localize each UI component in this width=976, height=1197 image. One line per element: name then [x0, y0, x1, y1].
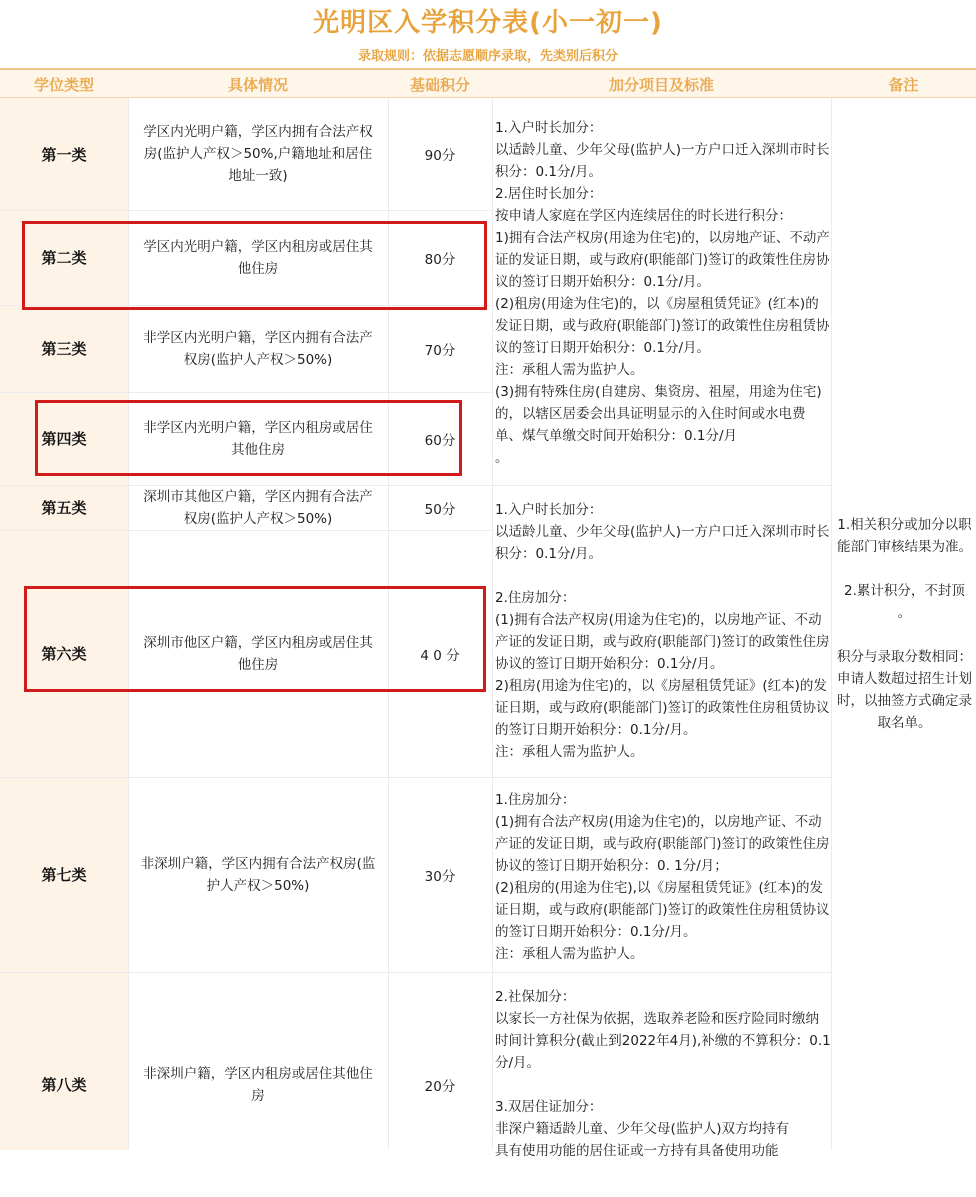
row-detail-8: 非深圳户籍，学区内租房或居住其他住房 [143, 1065, 373, 1104]
row-detail-5: 深圳市其他区户籍，学区内拥有合法产权房(监护人产权＞50%) [143, 488, 373, 527]
row-type-7: 第七类 [41, 866, 87, 884]
bonus-block-2: 1.入户时长加分： 以适龄儿童、少年父母(监护人)一方户口迁入深圳市时长积分：0.1分/月。 2.住房加分： (1)拥有合法产权房(用途为住宅)的，以房地产证、不动产证的发证日期，或与政府(职能部门)签订的政策性住房协议的签订日期开始积分：0.1分/月。 2)租房(用途为住宅)的，以《房屋租赁凭证》(红本)的发证日期，或与政府(职能部门)签订的政策性住房租赁协议的签订日期开始积分：0.1分/月。 注：承租人需为监护人。 [495, 502, 830, 760]
row-type-5: 第五类 [41, 499, 87, 517]
admission-rule: 录取规则：依据志愿顺序录取，先类别后积分 [357, 49, 618, 64]
header-type: 学位类型 [0, 68, 128, 98]
bonus-block-1: 1.入户时长加分： 以适龄儿童、少年父母(监护人)一方户口迁入深圳市时长积分：0.1分/月。 2.居住时长加分： 按申请人家庭在学区内连续居住的时长进行积分： 1)拥有合法产权房(用途为住宅)的，以房地产证、不动产证的发证日期，或与政府(职能部门)签订的政策性住房协议的签订日期开始积分：0.1分/月。 (2)租房(用途为住宅)的，以《房屋租赁凭证》(红本)的发证日期，或与政府(职能部门)签订的政策性住房租赁协议的签订日期开始积分：0.1分/月。 注：承租人需为监护人。 (3)拥有特殊住房(自建房、集资房、祖屋，用途为住宅)的，以辖区居委会出具证明显示的入住时间或水电费单、煤气单缴交时间开始积分：0.1分/月 。 [495, 120, 830, 466]
row-score-5: 50分 [424, 501, 456, 518]
row-type-6: 第六类 [41, 645, 87, 663]
row-score-8: 20分 [424, 1078, 456, 1095]
row-detail-6: 深圳市他区户籍，学区内租房或居住其他住房 [143, 634, 373, 673]
header-base: 基础积分 [388, 68, 492, 98]
row-score-1: 90分 [424, 148, 456, 164]
row-type-3: 第三类 [41, 340, 87, 358]
header-detail: 具体情况 [128, 68, 388, 98]
row-type-8: 第八类 [41, 1076, 87, 1094]
row-type-2: 第二类 [41, 249, 87, 267]
row-detail-1: 学区内光明户籍，学区内拥有合法产权房(监护人产权＞50%,户籍地址和居住地址一致) [143, 124, 373, 184]
bonus-divider [492, 485, 831, 486]
page-title: 光明区入学积分表(小一初一) [313, 8, 663, 38]
row-type-1: 第一类 [41, 145, 87, 164]
bonus-block-4: 2.社保加分： 以家长一方社保为依据，选取养老险和医疗险同时缴纳时间计算积分(截止到2022年4月),补缴的不算积分：0.1分/月。 3.双居住证加分： 非深户籍适龄儿童、少年父母(监护人)双方均持有 具有使用功能的居住证或一方持有具备使用功能 [495, 989, 831, 1159]
divider [492, 98, 493, 1150]
row-detail-4: 非学区内光明户籍，学区内租房或居住其他住房 [143, 419, 373, 458]
note-text: 1.相关积分或加分以职能部门审核结果为准。 2.累计积分，不封顶 。 积分与录取分数相同：申请人数超过招生计划时，以抽签方式确定录取名单。 [837, 517, 972, 731]
row-score-2: 80分 [424, 251, 456, 268]
row-type-4: 第四类 [41, 430, 87, 448]
header-bonus: 加分项目及标准 [492, 68, 831, 98]
row-detail-2: 学区内光明户籍，学区内租房或居住其他住房 [143, 238, 373, 277]
header-note: 备注 [831, 68, 976, 98]
row-score-7: 30分 [424, 868, 456, 885]
divider [831, 98, 832, 1150]
row-detail-7: 非深圳户籍，学区内拥有合法产权房(监护人产权＞50%) [140, 855, 376, 894]
row-score-3: 70分 [424, 342, 456, 359]
row-detail-3: 非学区内光明户籍，学区内拥有合法产权房(监护人产权＞50%) [143, 329, 373, 368]
bonus-block-3: 1.住房加分： (1)拥有合法产权房(用途为住宅)的，以房地产证、不动产证的发证日期，或与政府(职能部门)签订的政策性住房协议的签订日期开始积分：0. 1分/月； (2)租房的(用途为住宅),以《房屋租赁凭证》(红本)的发证日期，或与政府(职能部门)签订的政策性住房租赁协议的签订日期开始积分：0.1分/月。 注：承租人需为监护人。 [495, 792, 830, 962]
row-score-6: 4 0 分 [420, 647, 460, 664]
row-score-4: 60分 [424, 432, 456, 449]
